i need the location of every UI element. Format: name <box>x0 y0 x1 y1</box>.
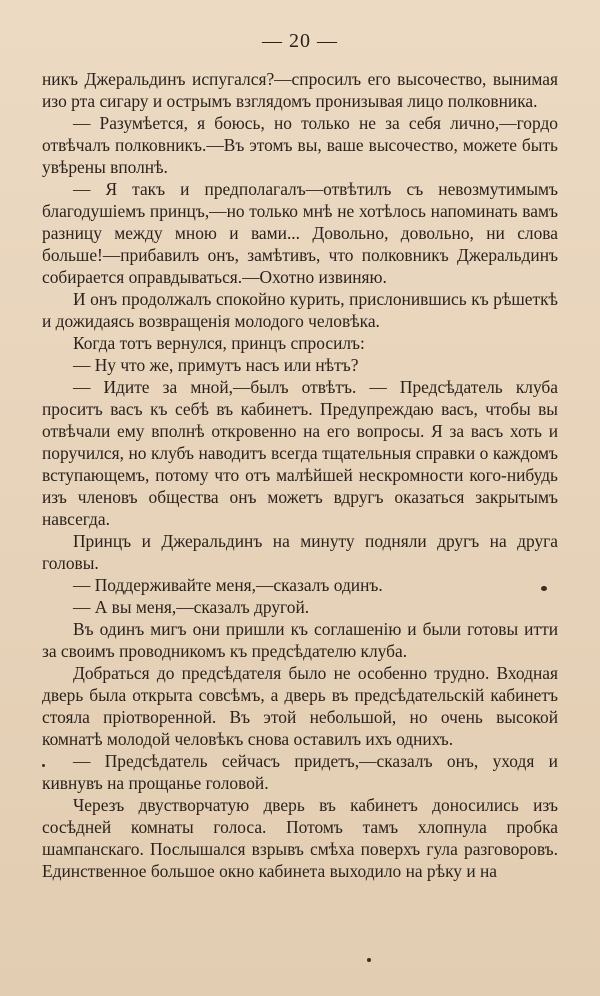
paragraph: — Идите за мной,—былъ отвѣтъ. — Предсѣдатель клуба проситъ васъ къ себѣ въ кабинетъ. Предупреждаю васъ, чтобы вы отвѣчали ему вполнѣ откровенно на его вопросы. Я за васъ хоть и поручился, но клубъ наводитъ всегда тщательныя справки о каждомъ вступающемъ, потому что отъ малѣйшей нескромности кого-нибудь изъ членовъ общества онъ можетъ вдругъ оказаться закрытымъ навсегда. <box>42 377 558 529</box>
page-number: — 20 — <box>262 30 338 52</box>
paragraph: — А вы меня,—сказалъ другой. <box>73 597 310 617</box>
paragraph: — Я такъ и предполагалъ—отвѣтилъ съ невозмутимымъ благодушіемъ принцъ,—но только мнѣ не хотѣлось напоминать вамъ разницу между мною и вами... Довольно, довольно, ни слова больше!—прибавилъ онъ, замѣтивъ, что полковникъ Джеральдинъ собирается оправдываться.—Охотно извиняю. <box>42 179 558 287</box>
paragraph: Когда тотъ вернулся, принцъ спросилъ: <box>73 333 365 353</box>
paragraph: И онъ продолжалъ спокойно курить, прислонившись къ рѣшеткѣ и дожидаясь возвращенія молодого человѣка. <box>42 289 558 331</box>
paragraph: Принцъ и Джеральдинъ на минуту подняли другъ на друга головы. <box>42 531 558 573</box>
body-text <box>42 68 558 882</box>
ink-spot <box>541 586 547 591</box>
paragraph: Въ одинъ мигъ они пришли къ соглашенію и были готовы итти за своимъ проводникомъ къ предсѣдателю клуба. <box>42 619 558 661</box>
paragraph: никъ Джеральдинъ испугался?—спросилъ его высочество, вынимая изо рта сигару и острымъ взглядомъ пронизывая лицо полковника. <box>42 69 558 111</box>
paragraph: — Предсѣдатель сейчасъ придетъ,—сказалъ онъ, уходя и кивнувъ на прощанье головой. <box>42 751 558 793</box>
paragraph: — Поддерживайте меня,—сказалъ одинъ. <box>73 575 383 595</box>
paragraph: — Ну что же, примутъ насъ или нѣтъ? <box>73 355 359 375</box>
paragraph: Черезъ двустворчатую дверь въ кабинетъ доносились изъ сосѣдней комнаты голоса. Потомъ тамъ хлопнула пробка шампанскаго. Послышался взрывъ смѣха поверхъ гула разговоровъ. Единственное большое окно кабинета выходило на рѣку и на <box>42 795 558 881</box>
paragraph: Добраться до предсѣдателя было не особенно трудно. Входная дверь была открыта совсѣмъ, а дверь въ предсѣдательскій кабинетъ стояла пріотворенной. Въ этой небольшой, но очень высокой комнатѣ молодой человѣкъ снова оставилъ ихъ однихъ. <box>42 663 558 749</box>
ink-spot <box>367 958 371 962</box>
ink-spot <box>42 764 45 767</box>
paragraph: — Разумѣется, я боюсь, но только не за себя лично,—гордо отвѣчалъ полковникъ.—Въ этомъ вы, ваше высочество, можете быть увѣрены вполнѣ. <box>42 113 558 177</box>
